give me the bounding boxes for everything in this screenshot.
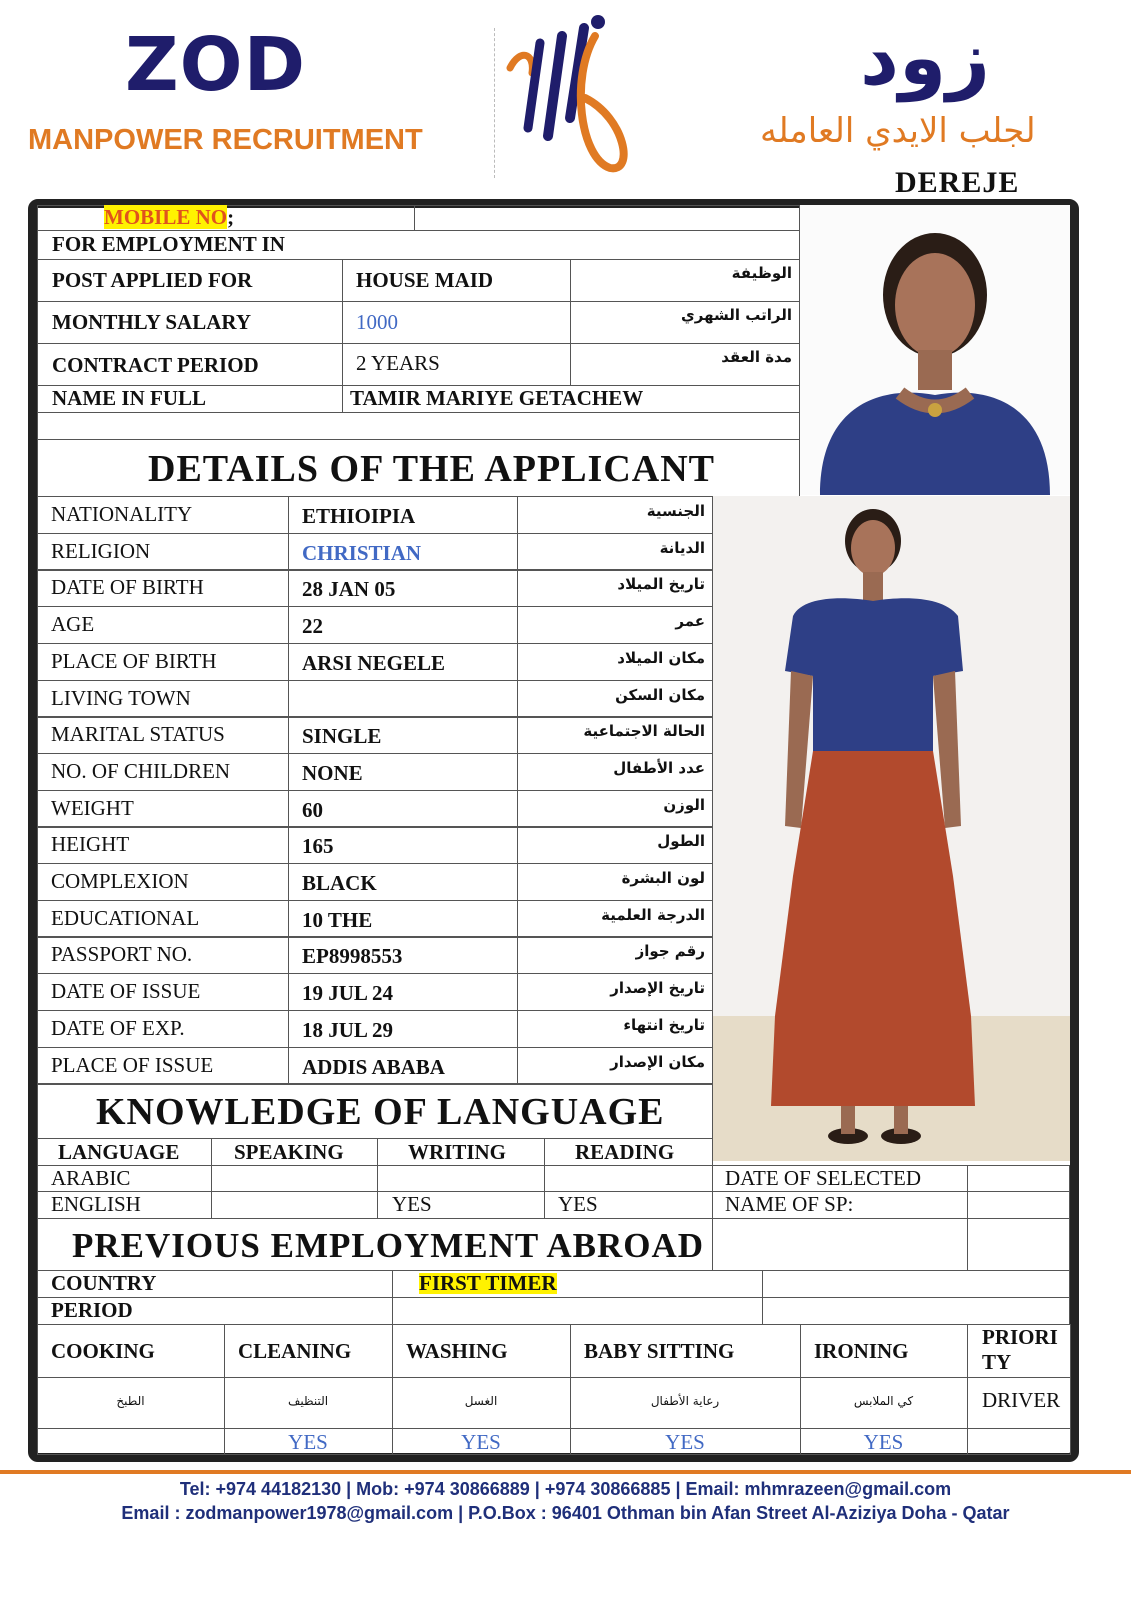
skill-header: COOKING — [51, 1339, 155, 1363]
priority-value: DRIVER — [982, 1388, 1061, 1412]
details-arabic: الوزن — [663, 796, 705, 814]
details-value: CHRISTIAN — [302, 541, 422, 565]
salary-value: 1000 — [356, 310, 398, 334]
details-arabic: الديانة — [659, 539, 705, 557]
salary-arabic: الراتب الشهري — [681, 306, 792, 324]
priority-label-1: PRIORI — [982, 1325, 1058, 1349]
details-label: COMPLEXION — [51, 869, 189, 893]
details-label: AGE — [51, 612, 95, 636]
date-of-selected-label: DATE OF SELECTED — [725, 1166, 921, 1190]
english-writing: YES — [392, 1192, 432, 1216]
details-arabic: عدد الأطفال — [613, 759, 705, 777]
brand-arabic-subtitle: لجلب الايدي العامله — [760, 111, 1036, 151]
details-label: PLACE OF ISSUE — [51, 1053, 214, 1077]
details-arabic: مكان الإصدار — [610, 1053, 705, 1071]
lang-header-writing: WRITING — [408, 1140, 507, 1164]
post-value: HOUSE MAID — [356, 268, 494, 292]
brand-subtitle: MANPOWER RECRUITMENT — [28, 124, 423, 156]
lang-cell — [544, 1165, 713, 1192]
country-value: FIRST TIMER — [419, 1271, 557, 1295]
sel-cell — [967, 1191, 1070, 1219]
details-arabic: رقم جواز — [635, 942, 705, 960]
skill-value: YES — [665, 1430, 705, 1454]
mobile-label: MOBILE NO; — [104, 205, 235, 229]
blank-row — [37, 412, 800, 440]
details-arabic: تاريخ انتهاء — [623, 1016, 705, 1034]
details-value: 18 JUL 29 — [302, 1018, 394, 1042]
skill-header: IRONING — [814, 1339, 909, 1363]
employment-label: FOR EMPLOYMENT IN — [52, 232, 285, 256]
details-value: 19 JUL 24 — [302, 981, 394, 1005]
contract-label: CONTRACT PERIOD — [52, 353, 259, 377]
post-arabic: الوظيفة — [731, 264, 792, 282]
lang-header-reading: READING — [575, 1140, 675, 1164]
sel-cell — [967, 1165, 1070, 1192]
sel-cell — [712, 1218, 968, 1271]
details-label: NO. OF CHILDREN — [51, 759, 231, 783]
details-arabic: تاريخ الميلاد — [617, 575, 705, 593]
details-value: 22 — [302, 614, 323, 638]
details-value: BLACK — [302, 871, 377, 895]
details-label: RELIGION — [51, 539, 151, 563]
lang-header-language: LANGUAGE — [58, 1140, 180, 1164]
passport-photo — [800, 205, 1070, 495]
lang-header-speaking: SPEAKING — [234, 1140, 344, 1164]
lang-cell — [211, 1165, 378, 1192]
details-label: MARITAL STATUS — [51, 722, 225, 746]
period-extra-cell — [762, 1297, 1070, 1325]
skill-arabic: رعاية الأطفال — [650, 1394, 720, 1408]
details-value: 28 JAN 05 — [302, 577, 396, 601]
skill-header: CLEANING — [238, 1339, 352, 1363]
skill-value: YES — [288, 1430, 328, 1454]
details-label: NATIONALITY — [51, 502, 193, 526]
details-label: PLACE OF BIRTH — [51, 649, 217, 673]
details-arabic: عمر — [675, 612, 705, 630]
details-value: SINGLE — [302, 724, 382, 748]
full-body-photo — [713, 496, 1070, 1161]
period-label: PERIOD — [51, 1298, 133, 1322]
country-extra-cell — [762, 1270, 1070, 1298]
details-value: 165 — [302, 834, 334, 858]
details-value: ARSI NEGELE — [302, 651, 445, 675]
details-arabic: الجنسية — [646, 502, 705, 520]
brand-logo-icon — [500, 8, 640, 173]
priority-label-2: TY — [982, 1350, 1012, 1374]
details-value: ADDIS ABABA — [302, 1055, 445, 1079]
skill-arabic: كي الملابس — [853, 1394, 914, 1408]
post-label: POST APPLIED FOR — [52, 268, 253, 292]
previous-title: PREVIOUS EMPLOYMENT ABROAD — [72, 1226, 705, 1265]
details-arabic: الطول — [657, 832, 705, 850]
skill-header: BABY SITTING — [584, 1339, 735, 1363]
skills-cell — [967, 1428, 1071, 1455]
details-arabic: تاريخ الإصدار — [610, 979, 705, 997]
agent-name: DEREJE — [895, 166, 1020, 199]
salary-label: MONTHLY SALARY — [52, 310, 251, 334]
lang-cell — [377, 1165, 545, 1192]
details-value: NONE — [302, 761, 363, 785]
name-label: NAME IN FULL — [52, 386, 207, 410]
details-label: LIVING TOWN — [51, 686, 191, 710]
contract-arabic: مدة العقد — [721, 348, 792, 366]
name-value: TAMIR MARIYE GETACHEW — [350, 386, 644, 410]
details-label: DATE OF BIRTH — [51, 575, 204, 599]
details-value: ETHIOIPIA — [302, 504, 416, 528]
skill-arabic: الطبخ — [116, 1394, 145, 1408]
details-arabic: مكان الميلاد — [617, 649, 705, 667]
footer-contact-line: Tel: +974 44182130 | Mob: +974 30866889 | +974 30866885 | Email: mhmrazeen@gmail.com — [179, 1479, 952, 1499]
header-divider — [494, 28, 495, 178]
country-label: COUNTRY — [51, 1271, 157, 1295]
details-label: DATE OF ISSUE — [51, 979, 201, 1003]
brand-logo-text: ZOD — [125, 22, 306, 108]
details-label: PASSPORT NO. — [51, 942, 193, 966]
lang-cell — [211, 1191, 378, 1219]
footer-divider — [0, 1470, 1131, 1474]
details-value: EP8998553 — [302, 944, 403, 968]
skill-value: YES — [863, 1430, 904, 1454]
mobile-value-cell — [414, 205, 800, 231]
skill-value: YES — [461, 1430, 501, 1454]
lang-english: ENGLISH — [51, 1192, 141, 1216]
contract-value: 2 YEARS — [356, 351, 440, 375]
details-label: HEIGHT — [51, 832, 130, 856]
language-title: KNOWLEDGE OF LANGUAGE — [96, 1091, 665, 1133]
period-value-cell — [392, 1297, 763, 1325]
details-label: EDUCATIONAL — [51, 906, 200, 930]
details-arabic: لون البشرة — [621, 869, 705, 887]
details-label: WEIGHT — [51, 796, 134, 820]
footer-address-line: Email : zodmanpower1978@gmail.com | P.O.Box : 96401 Othman bin Afan Street Al-Aziziya Doha - Qatar — [121, 1503, 1010, 1523]
english-reading: YES — [558, 1192, 598, 1216]
details-arabic: الحالة الاجتماعية — [583, 722, 705, 740]
details-arabic: الدرجة العلمية — [601, 906, 705, 924]
sel-cell — [967, 1218, 1070, 1271]
skill-header: WASHING — [406, 1339, 508, 1363]
details-label: DATE OF EXP. — [51, 1016, 185, 1040]
details-title: DETAILS OF THE APPLICANT — [148, 448, 716, 490]
brand-arabic: زود — [860, 13, 990, 102]
name-of-sp-label: NAME OF SP: — [725, 1192, 854, 1216]
details-value: 10 THE — [302, 908, 373, 932]
skills-cell — [37, 1428, 225, 1455]
details-arabic: مكان السكن — [615, 686, 705, 704]
lang-arabic: ARABIC — [51, 1166, 131, 1190]
skill-arabic: التنظيف — [287, 1394, 329, 1408]
details-value: 60 — [302, 798, 323, 822]
skill-arabic: الغسل — [464, 1394, 498, 1408]
